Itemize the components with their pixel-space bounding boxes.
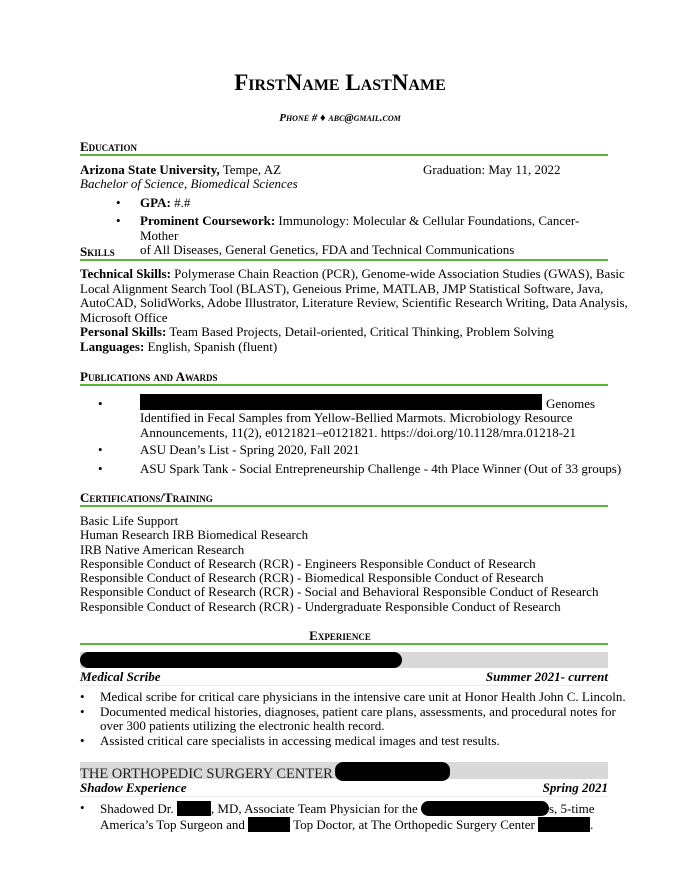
degree: Bachelor of Science, Biomedical Sciences [80, 176, 298, 191]
text: AutoCAD, SolidWorks, Adobe Illustrator, Literature Review, Scientific Research Writing, Data Analysis, [80, 295, 628, 310]
bullet: • [98, 442, 103, 457]
experience-heading: Experience [309, 628, 371, 643]
job-dates: Spring 2021 [542, 780, 608, 795]
redaction [421, 801, 549, 816]
divider [80, 384, 608, 386]
label: Languages: [80, 339, 145, 354]
text: Polymerase Chain Reaction (PCR), Genome-wide Association Studies (GWAS), Basic [170, 266, 625, 281]
publication-text: Genomes [546, 396, 596, 411]
education-heading: Education [80, 139, 138, 154]
candidate-name: FirstName LastName [234, 70, 446, 95]
personal-skills [80, 325, 554, 340]
text: America’s Top Surgeon and [100, 816, 249, 832]
job-header [80, 780, 608, 797]
text: Shadowed Dr. [100, 801, 177, 816]
certification: Human Research IRB Biomedical Research [80, 527, 309, 543]
text: Local Alignment Search Tool (BLAST), Geneious Prime, MATLAB, JMP Statistical Software, Java, [80, 280, 604, 296]
award: ASU Spark Tank - Social Entrepreneurship Challenge - 4th Place Winner (Out of 33 groups) [140, 461, 622, 476]
certification: Responsible Conduct of Research (RCR) - Social and Behavioral Responsible Conduct of Research [80, 584, 599, 600]
gpa-label: GPA: [140, 195, 171, 210]
certification: Responsible Conduct of Research (RCR) - Biomedical Responsible Conduct of Research [80, 570, 544, 586]
bullet: • [116, 195, 121, 210]
coursework-text: of All Diseases, General Genetics, FDA and Technical Communications [140, 242, 515, 257]
job-bullet: Assisted critical care specialists in accessing medical images and test results. [100, 733, 500, 748]
job-title: Medical Scribe [80, 669, 161, 684]
certification: Responsible Conduct of Research (RCR) - Undergraduate Responsible Conduct of Research [80, 598, 561, 614]
divider [80, 259, 608, 261]
divider [80, 643, 608, 645]
job-dates: Summer 2021- current [485, 669, 608, 684]
award: ASU Dean’s List - Spring 2020, Fall 2021 [140, 442, 360, 457]
text: s, 5-time [549, 801, 595, 816]
employer-bar [80, 762, 608, 782]
coursework [140, 214, 608, 258]
job-bullet: over 300 patients utilizing the electronic health record. [100, 718, 385, 733]
contact-line: Phone # ♦ abc@gmail.com [279, 112, 401, 124]
bullet: • [80, 689, 85, 704]
redaction [248, 817, 290, 832]
gpa [140, 196, 608, 211]
employer-name: THE ORTHOPEDIC SURGERY CENTER [80, 766, 333, 782]
redaction [177, 801, 211, 816]
location: Tempe, AZ [219, 162, 282, 177]
bullet: • [80, 704, 85, 719]
text: Microsoft Office [80, 309, 168, 325]
redaction [538, 817, 590, 832]
graduation: Graduation: May 11, 2022 [423, 162, 561, 177]
publication-text: Announcements, 11(2), e0121821–e0121821. https://doi.org/10.1128/mra.01218-21 [140, 425, 577, 440]
bullet: • [80, 800, 85, 815]
divider [80, 154, 608, 156]
label: Personal Skills: [80, 324, 167, 339]
job-bullet: Documented medical histories, diagnoses, patient care plans, assessments, and procedural notes for [100, 704, 616, 719]
publication-text: Identified in Fecal Samples from Yellow-Bellied Marmots. Microbiology Resource [140, 410, 573, 425]
bullet: • [98, 396, 103, 411]
text: Team Based Projects, Detail-oriented, Critical Thinking, Problem Solving [166, 324, 554, 339]
job-bullet [100, 801, 608, 832]
job-title: Shadow Experience [80, 780, 187, 795]
redaction [335, 762, 450, 781]
certification: Basic Life Support [80, 513, 179, 528]
text: English, Spanish (fluent) [144, 339, 278, 354]
school: Arizona State University, [80, 162, 220, 177]
certifications-heading: Certifications/Training [80, 490, 213, 505]
label: Technical Skills: [80, 266, 171, 281]
job-bullet: Medical scribe for critical care physicians in the intensive care unit at Honor Health John C. Lincoln. [100, 689, 626, 704]
employer-bar [80, 652, 608, 668]
coursework-label: Prominent Coursework: [140, 213, 276, 228]
bullet: • [80, 733, 85, 748]
bullet: • [116, 213, 121, 228]
text: Top Doctor, at The Orthopedic Surgery Center [290, 816, 539, 832]
skills-heading: Skills [80, 244, 115, 259]
redaction [140, 394, 542, 410]
certification-list [80, 514, 598, 614]
divider [80, 505, 608, 507]
publications-heading: Publications and Awards [80, 369, 218, 384]
job-header [80, 669, 608, 686]
languages [80, 340, 277, 355]
certification: Responsible Conduct of Research (RCR) - Engineers Responsible Conduct of Research [80, 555, 536, 571]
bullet: • [98, 461, 103, 476]
text: . [590, 816, 594, 832]
redaction [80, 652, 402, 668]
certification: IRB Native American Research [80, 541, 245, 557]
gpa-value: #.# [170, 195, 191, 210]
text: , MD, Associate Team Physician for the [210, 801, 421, 816]
technical-skills [80, 267, 628, 325]
coursework-text: Immunology: Molecular & Cellular Foundations, Cancer- Mother [140, 213, 580, 243]
